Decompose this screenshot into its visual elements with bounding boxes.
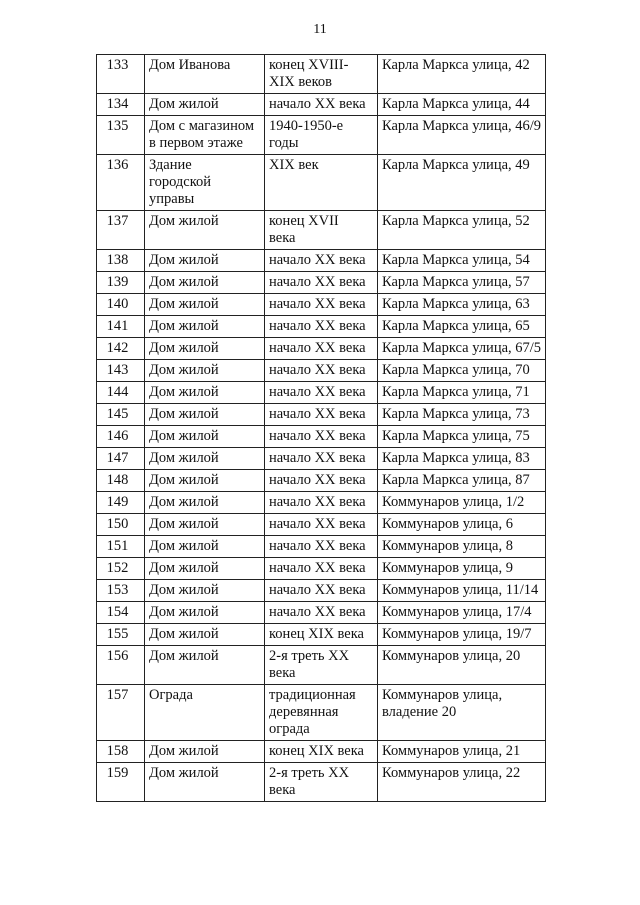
object-name: Дом Иванова bbox=[145, 55, 265, 94]
object-name: Дом жилой bbox=[145, 646, 265, 685]
object-name: Дом с магазином в первом этаже bbox=[145, 116, 265, 155]
table-row bbox=[97, 338, 546, 360]
row-number: 150 bbox=[97, 514, 145, 536]
row-number: 146 bbox=[97, 426, 145, 448]
object-name: Дом жилой bbox=[145, 492, 265, 514]
table-row bbox=[97, 55, 546, 94]
table-row bbox=[97, 272, 546, 294]
object-address: Карла Маркса улица, 71 bbox=[378, 382, 546, 404]
row-number: 144 bbox=[97, 382, 145, 404]
object-period: начало XX века bbox=[265, 580, 378, 602]
row-number: 153 bbox=[97, 580, 145, 602]
object-name: Дом жилой bbox=[145, 404, 265, 426]
object-name: Здание городской управы bbox=[145, 155, 265, 211]
table-row bbox=[97, 646, 546, 685]
object-name: Дом жилой bbox=[145, 536, 265, 558]
object-address: Карла Маркса улица, 49 bbox=[378, 155, 546, 211]
object-address: Коммунаров улица, 19/7 bbox=[378, 624, 546, 646]
row-number: 142 bbox=[97, 338, 145, 360]
object-address: Карла Маркса улица, 65 bbox=[378, 316, 546, 338]
row-number: 148 bbox=[97, 470, 145, 492]
table-row bbox=[97, 602, 546, 624]
object-address: Карла Маркса улица, 73 bbox=[378, 404, 546, 426]
object-period: начало XX века bbox=[265, 448, 378, 470]
object-name: Дом жилой bbox=[145, 338, 265, 360]
object-period: начало XX века bbox=[265, 404, 378, 426]
object-address: Коммунаров улица, 21 bbox=[378, 741, 546, 763]
table-body bbox=[97, 55, 546, 802]
row-number: 159 bbox=[97, 763, 145, 802]
table-row bbox=[97, 382, 546, 404]
object-name: Дом жилой bbox=[145, 272, 265, 294]
object-period: конец XVII века bbox=[265, 211, 378, 250]
row-number: 140 bbox=[97, 294, 145, 316]
table-row bbox=[97, 360, 546, 382]
table-row bbox=[97, 404, 546, 426]
object-period: традиционная деревянная ограда bbox=[265, 685, 378, 741]
object-period: начало XX века bbox=[265, 316, 378, 338]
object-address: Карла Маркса улица, 63 bbox=[378, 294, 546, 316]
row-number: 156 bbox=[97, 646, 145, 685]
object-period: 2-я треть XX века bbox=[265, 646, 378, 685]
object-period: начало XX века bbox=[265, 272, 378, 294]
object-period: начало XX века bbox=[265, 338, 378, 360]
object-name: Ограда bbox=[145, 685, 265, 741]
row-number: 141 bbox=[97, 316, 145, 338]
object-period: конец XIX века bbox=[265, 741, 378, 763]
object-period: конец XVIII- XIX веков bbox=[265, 55, 378, 94]
table-row bbox=[97, 155, 546, 211]
row-number: 139 bbox=[97, 272, 145, 294]
row-number: 136 bbox=[97, 155, 145, 211]
table-row bbox=[97, 448, 546, 470]
object-address: Коммунаров улица, 11/14 bbox=[378, 580, 546, 602]
object-address: Карла Маркса улица, 67/5 bbox=[378, 338, 546, 360]
object-address: Коммунаров улица, владение 20 bbox=[378, 685, 546, 741]
object-name: Дом жилой bbox=[145, 741, 265, 763]
table-row bbox=[97, 536, 546, 558]
object-address: Карла Маркса улица, 83 bbox=[378, 448, 546, 470]
table-row bbox=[97, 741, 546, 763]
row-number: 158 bbox=[97, 741, 145, 763]
table-row bbox=[97, 316, 546, 338]
object-period: XIX век bbox=[265, 155, 378, 211]
table-row bbox=[97, 514, 546, 536]
object-address: Карла Маркса улица, 70 bbox=[378, 360, 546, 382]
row-number: 151 bbox=[97, 536, 145, 558]
object-address: Карла Маркса улица, 42 bbox=[378, 55, 546, 94]
object-period: начало XX века bbox=[265, 558, 378, 580]
object-period: начало XX века bbox=[265, 426, 378, 448]
row-number: 154 bbox=[97, 602, 145, 624]
object-period: начало XX века bbox=[265, 294, 378, 316]
object-name: Дом жилой bbox=[145, 602, 265, 624]
object-name: Дом жилой bbox=[145, 316, 265, 338]
object-address: Карла Маркса улица, 75 bbox=[378, 426, 546, 448]
table-row bbox=[97, 624, 546, 646]
table-row bbox=[97, 94, 546, 116]
table-row bbox=[97, 763, 546, 802]
object-name: Дом жилой bbox=[145, 580, 265, 602]
object-address: Карла Маркса улица, 44 bbox=[378, 94, 546, 116]
object-address: Карла Маркса улица, 52 bbox=[378, 211, 546, 250]
object-name: Дом жилой bbox=[145, 624, 265, 646]
object-address: Коммунаров улица, 6 bbox=[378, 514, 546, 536]
object-period: начало XX века bbox=[265, 94, 378, 116]
object-name: Дом жилой bbox=[145, 470, 265, 492]
table-row bbox=[97, 250, 546, 272]
object-period: конец XIX века bbox=[265, 624, 378, 646]
object-period: начало XX века bbox=[265, 536, 378, 558]
row-number: 135 bbox=[97, 116, 145, 155]
table-row bbox=[97, 211, 546, 250]
object-address: Коммунаров улица, 17/4 bbox=[378, 602, 546, 624]
object-period: начало XX века bbox=[265, 470, 378, 492]
object-address: Карла Маркса улица, 57 bbox=[378, 272, 546, 294]
object-name: Дом жилой bbox=[145, 382, 265, 404]
object-address: Коммунаров улица, 8 bbox=[378, 536, 546, 558]
row-number: 138 bbox=[97, 250, 145, 272]
row-number: 152 bbox=[97, 558, 145, 580]
object-address: Карла Маркса улица, 54 bbox=[378, 250, 546, 272]
object-period: начало XX века bbox=[265, 382, 378, 404]
table-row bbox=[97, 492, 546, 514]
object-name: Дом жилой bbox=[145, 94, 265, 116]
row-number: 137 bbox=[97, 211, 145, 250]
table-row bbox=[97, 294, 546, 316]
object-address: Карла Маркса улица, 46/9 bbox=[378, 116, 546, 155]
table-row bbox=[97, 558, 546, 580]
object-address: Коммунаров улица, 22 bbox=[378, 763, 546, 802]
object-period: 2-я треть XX века bbox=[265, 763, 378, 802]
object-period: начало XX века bbox=[265, 250, 378, 272]
row-number: 133 bbox=[97, 55, 145, 94]
object-period: начало XX века bbox=[265, 492, 378, 514]
table-row bbox=[97, 116, 546, 155]
table-row bbox=[97, 470, 546, 492]
row-number: 143 bbox=[97, 360, 145, 382]
table-row bbox=[97, 685, 546, 741]
row-number: 134 bbox=[97, 94, 145, 116]
object-address: Карла Маркса улица, 87 bbox=[378, 470, 546, 492]
object-period: 1940-1950-е годы bbox=[265, 116, 378, 155]
object-address: Коммунаров улица, 1/2 bbox=[378, 492, 546, 514]
object-name: Дом жилой bbox=[145, 294, 265, 316]
row-number: 147 bbox=[97, 448, 145, 470]
object-name: Дом жилой bbox=[145, 211, 265, 250]
object-name: Дом жилой bbox=[145, 360, 265, 382]
row-number: 145 bbox=[97, 404, 145, 426]
table-row bbox=[97, 580, 546, 602]
object-name: Дом жилой bbox=[145, 426, 265, 448]
row-number: 149 bbox=[97, 492, 145, 514]
object-name: Дом жилой bbox=[145, 250, 265, 272]
page-number: 11 bbox=[313, 22, 327, 37]
object-name: Дом жилой bbox=[145, 514, 265, 536]
object-name: Дом жилой bbox=[145, 763, 265, 802]
object-name: Дом жилой bbox=[145, 448, 265, 470]
object-period: начало XX века bbox=[265, 514, 378, 536]
heritage-objects-table bbox=[96, 54, 546, 802]
row-number: 155 bbox=[97, 624, 145, 646]
row-number: 157 bbox=[97, 685, 145, 741]
object-name: Дом жилой bbox=[145, 558, 265, 580]
object-address: Коммунаров улица, 20 bbox=[378, 646, 546, 685]
object-period: начало XX века bbox=[265, 360, 378, 382]
object-period: начало XX века bbox=[265, 602, 378, 624]
table-row bbox=[97, 426, 546, 448]
object-address: Коммунаров улица, 9 bbox=[378, 558, 546, 580]
